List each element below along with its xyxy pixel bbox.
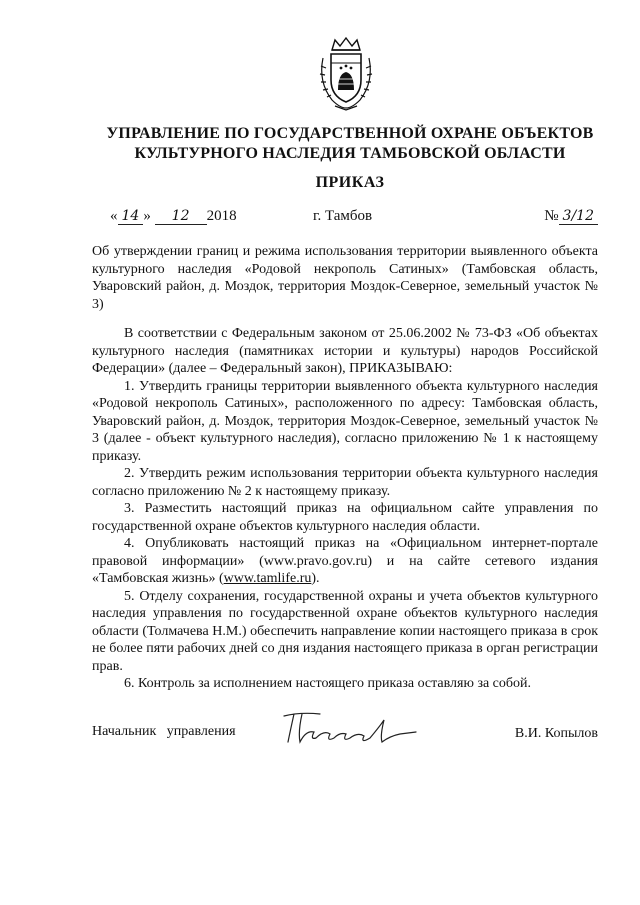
date-month: 12 [155,209,207,225]
date-year: 2018 [206,208,237,224]
item-1-paragraph: 1. Утвердить границы территории выявленного объекта культурного наследия «Родовой некрополь Сатиных», расположенного по адресу: Тамбовская область, Уваровский район, д. Моздок, территория Моздок-Северное, земельный участок № 3 (далее - объект культурного наследия), согласно приложению № 1 к настоящему приказу. [92,378,598,464]
number-value: 3/12 [559,209,598,225]
organization-line-2: КУЛЬТУРНОГО НАСЛЕДИЯ ТАМБОВСКОЙ ОБЛАСТИ [134,145,566,162]
order-date [110,208,237,225]
preamble-paragraph: В соответствии с Федеральным законом от 25.06.2002 № 73-ФЗ «Об объектах культурного наследия (памятниках истории и культуры) народов Российской Федерации» (далее – Федеральный закон), ПРИКАЗЫВАЮ: [92,326,598,376]
date-day: 14 [118,209,144,225]
item-6-paragraph: 6. Контроль за исполнением настоящего приказа оставляю за собой. [124,676,532,691]
item-4-text: 4. Опубликовать настоящий приказ на «Официальном интернет-портале правовой информации» (www.pravo.gov.ru) и на сайте сетевого издания «Тамбовская жизнь» ( [92,536,598,586]
tamlife-link[interactable]: www.tamlife.ru [223,571,312,586]
item-4-end: ). [311,571,320,586]
order-body [92,325,598,693]
item-4-paragraph [92,535,598,588]
order-subject: Об утверждении границ и режима использования территории выявленного объекта культурного наследия «Родовой некрополь Сатиных» (Тамбовская область, Уваровский район, д. Моздок, территория Моздок-Северное, земельный участок № 3) [92,244,598,312]
organization-title [60,124,640,164]
organization-line-1: УПРАВЛЕНИЕ ПО ГОСУДАРСТВЕННОЙ ОХРАНЕ ОБЪЕКТОВ [106,125,594,142]
number-sign: № [544,208,559,224]
order-number [544,208,598,225]
handwritten-signature-icon [280,706,420,750]
date-close-quote: » [143,208,151,224]
signature-block [92,720,598,760]
date-open-quote: « [110,208,118,224]
item-3-paragraph: 3. Разместить настоящий приказ на официальном сайте управления по государственной охране объектов культурного наследия области. [92,501,598,534]
date-line [110,208,598,230]
signer-position: Начальник управления [92,724,236,739]
document-type: ПРИКАЗ [315,174,385,191]
signer-name: В.И. Копылов [514,726,598,741]
item-2-paragraph: 2. Утвердить режим использования территории объекта культурного наследия согласно приложению № 2 к настоящему приказу. [92,466,598,499]
coat-of-arms-icon [315,36,377,112]
item-5-paragraph: 5. Отделу сохранения, государственной охраны и учета объектов культурного наследия управления по государственной охране объектов культурного наследия области (Толмачева Н.М.) обеспечить направление копии настоящего приказа в срок не более пяти рабочих дней со дня издания настоящего приказа в орган регистрации прав. [92,588,598,674]
order-city: г. Тамбов [313,208,373,224]
